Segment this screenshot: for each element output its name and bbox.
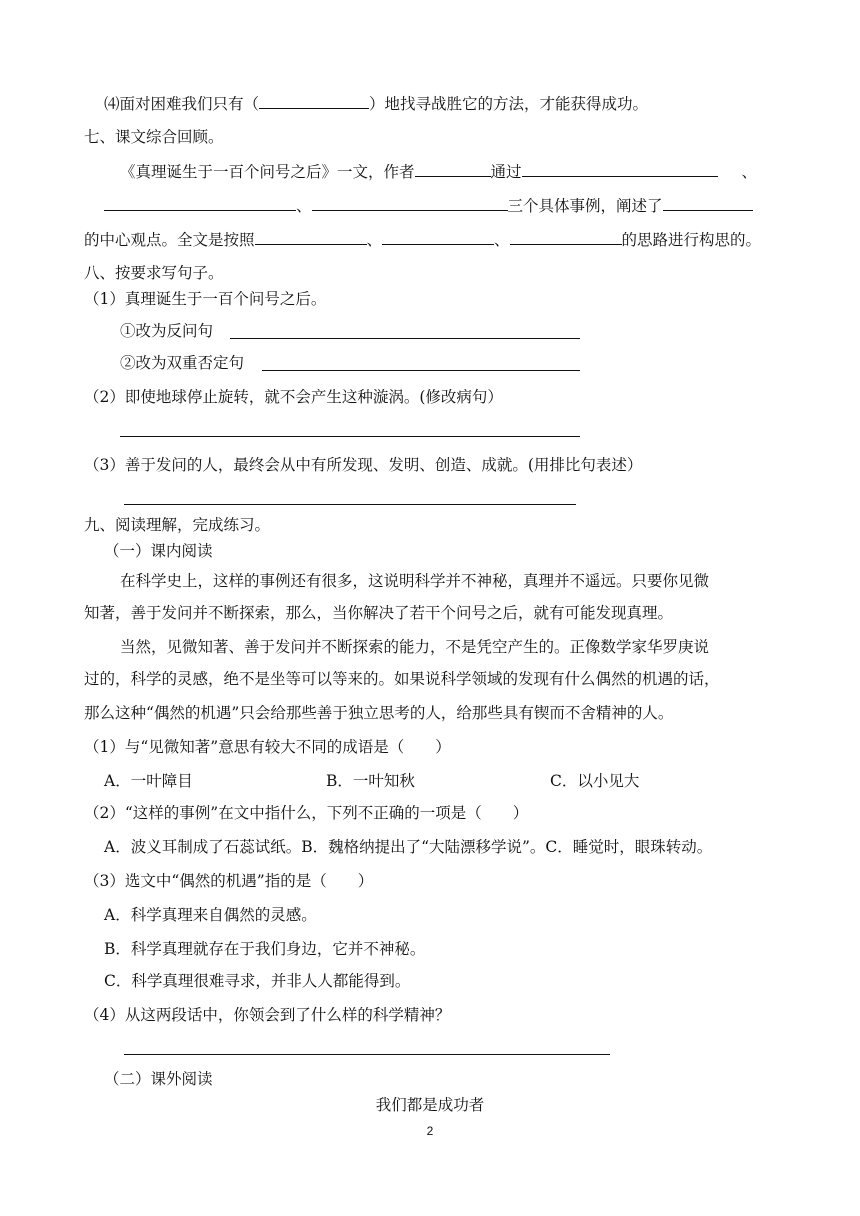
- structure-blank-2[interactable]: [382, 228, 494, 245]
- fill-in-question-4: ⑷面对困难我们只有（ ）地找寻战胜它的方法，才能获得成功。: [104, 92, 648, 115]
- structure-blank-1[interactable]: [255, 228, 367, 245]
- section-9-heading: 九、阅读理解，完成练习。: [84, 516, 271, 534]
- s9-question-4: （4）从这两段话中，你领会到了什么样的科学精神？: [84, 1006, 451, 1024]
- section-7-line-3: 的中心观点。全文是按照 、 、 的思路进行构思的。: [84, 228, 761, 251]
- example-blank-2[interactable]: [104, 194, 296, 211]
- s9-q3-option-b[interactable]: B．科学真理就存在于我们身边，它并不神秘。: [104, 940, 426, 958]
- s9-q1-option-c[interactable]: C．以小见大: [550, 772, 640, 790]
- s9-question-1: （1）与“见微知著”意思有较大不同的成语是（ ）: [84, 738, 451, 756]
- s9-q1-option-a[interactable]: A．一叶障目: [104, 772, 193, 790]
- example-blank-1[interactable]: [522, 160, 718, 177]
- viewpoint-blank[interactable]: [663, 194, 753, 211]
- s8-q1-rhetorical-label: ①改为反问句: [120, 322, 214, 340]
- s9-question-3: （3）选文中“偶然的机遇”指的是（ ）: [84, 872, 374, 890]
- section-8-heading: 八、按要求写句子。: [84, 264, 224, 282]
- answer-blank[interactable]: [259, 92, 369, 109]
- s8-q3-answer-line[interactable]: [124, 504, 576, 505]
- s9-q3-option-c[interactable]: C．科学真理很难寻求，并非人人都能得到。: [104, 972, 411, 990]
- s9-q3-option-a[interactable]: A．科学真理来自偶然的灵感。: [104, 906, 317, 924]
- author-blank[interactable]: [415, 160, 491, 177]
- s8-q1-double-negative-answer-line[interactable]: [262, 370, 580, 371]
- structure-blank-3[interactable]: [510, 228, 622, 245]
- s8-question-3: （3）善于发问的人，最终会从中有所发现、发明、创造、成就。(用排比句表述）: [84, 456, 643, 474]
- s8-question-1: （1）真理诞生于一百个问号之后。: [84, 290, 327, 308]
- section-7-line-2: 、 三个具体事例，阐述了: [104, 194, 753, 217]
- passage-p1-line-2: 知著，善于发问并不断探索，那么，当你解决了若干个问号之后，就有可能发现真理。: [84, 604, 674, 622]
- s9-q2-options[interactable]: A．波义耳制成了石蕊试纸。B．魏格纳提出了“大陆漂移学说”。C．睡觉时，眼珠转动。: [104, 838, 713, 856]
- s8-q1-rhetorical-answer-line[interactable]: [230, 338, 580, 339]
- section-7-heading: 七、课文综合回顾。: [84, 128, 224, 146]
- s8-q2-answer-line[interactable]: [120, 436, 580, 437]
- s9-q1-option-b[interactable]: B．一叶知秋: [326, 772, 415, 790]
- passage-p2-line-1: 当然，见微知著、善于发问并不断探索的能力，不是凭空产生的。正像数学家华罗庚说: [120, 638, 710, 656]
- section-7-line-1: 《真理诞生于一百个问号之后》一文，作者 通过 、: [120, 160, 757, 183]
- story-title: 我们都是成功者: [375, 1096, 485, 1114]
- example-blank-3[interactable]: [312, 194, 508, 211]
- s9-q4-answer-line[interactable]: [124, 1054, 610, 1055]
- page-number: 2: [426, 1124, 434, 1138]
- s8-question-2: （2）即使地球停止旋转，就不会产生这种漩涡。(修改病句）: [84, 388, 503, 406]
- s8-q1-double-negative-label: ②改为双重否定句: [120, 354, 245, 372]
- passage-p2-line-2: 过的，科学的灵感，绝不是坐等可以等来的。如果说科学领域的发现有什么偶然的机遇的话，: [84, 670, 720, 688]
- s9-question-2: （2）“这样的事例”在文中指什么，下列不正确的一项是（ ）: [84, 804, 529, 822]
- part-2-heading: （二）课外阅读: [104, 1070, 213, 1088]
- passage-p1-line-1: 在科学史上，这样的事例还有很多，这说明科学并不神秘，真理并不遥远。只要你见微: [120, 572, 710, 590]
- passage-p2-line-3: 那么这种“偶然的机遇”只会给那些善于独立思考的人，给那些具有锲而不舍精神的人。: [84, 704, 674, 722]
- part-1-heading: （一）课内阅读: [104, 542, 213, 560]
